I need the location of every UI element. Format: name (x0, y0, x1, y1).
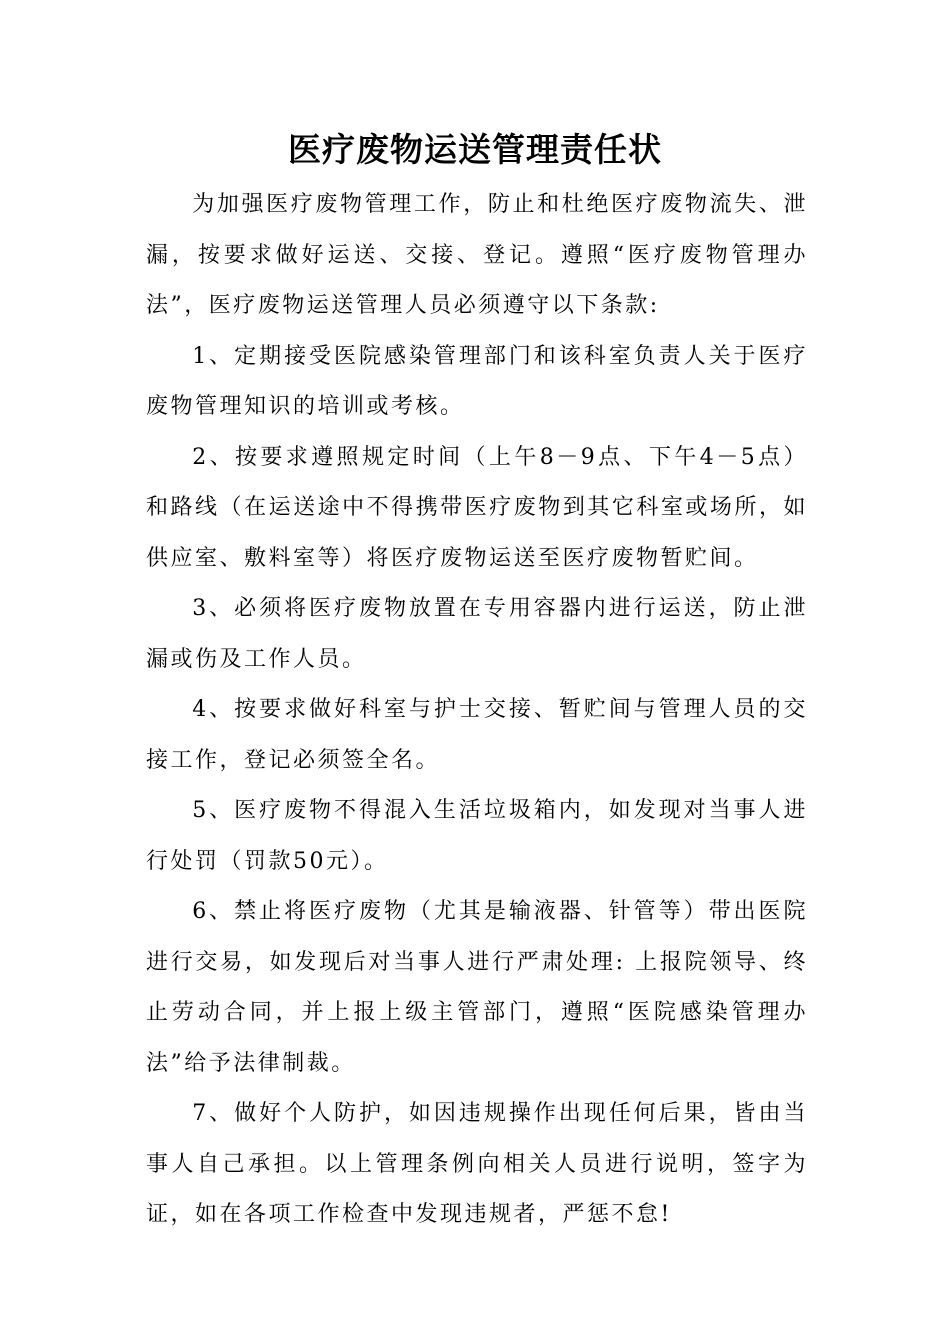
clause-6: 6、禁止将医疗废物（尤其是输液器、针管等）带出医院进行交易，如发现后对当事人进行严肃处理: 上报院领导、终止劳动合同，并上报上级主管部门，遵照“医院感染管理办法”给予法律制裁。 (146, 899, 808, 1076)
document-title: 医疗废物运送管理责任状 (288, 130, 662, 169)
clause-4: 4、按要求做好科室与护士交接、暂贮间与管理人员的交接工作，登记必须签全名。 (146, 697, 808, 773)
document-body (146, 180, 808, 1241)
intro-paragraph: 为加强医疗废物管理工作，防止和杜绝医疗废物流失、泄漏，按要求做好运送、交接、登记。遵照“医疗废物管理办法”，医疗废物运送管理人员必须遵守以下条款: (146, 192, 808, 318)
clause-5: 5、医疗废物不得混入生活垃圾箱内，如发现对当事人进行处罚（罚款50元）。 (146, 798, 808, 874)
clause-7: 7、做好个人防护，如因违规操作出现任何后果，皆由当事人自己承担。以上管理条例向相关人员进行说明，签字为证，如在各项工作检查中发现违规者，严惩不怠! (146, 1101, 808, 1227)
clause-2: 2、按要求遵照规定时间（上午8－9点、下午4－5点）和路线（在运送途中不得携带医疗废物到其它科室或场所，如供应室、敷料室等）将医疗废物运送至医疗废物暂贮间。 (146, 444, 808, 571)
clause-1: 1、定期接受医院感染管理部门和该科室负责人关于医疗废物管理知识的培训或考核。 (146, 343, 808, 419)
clause-3: 3、必须将医疗废物放置在专用容器内进行运送，防止泄漏或伤及工作人员。 (146, 596, 808, 672)
